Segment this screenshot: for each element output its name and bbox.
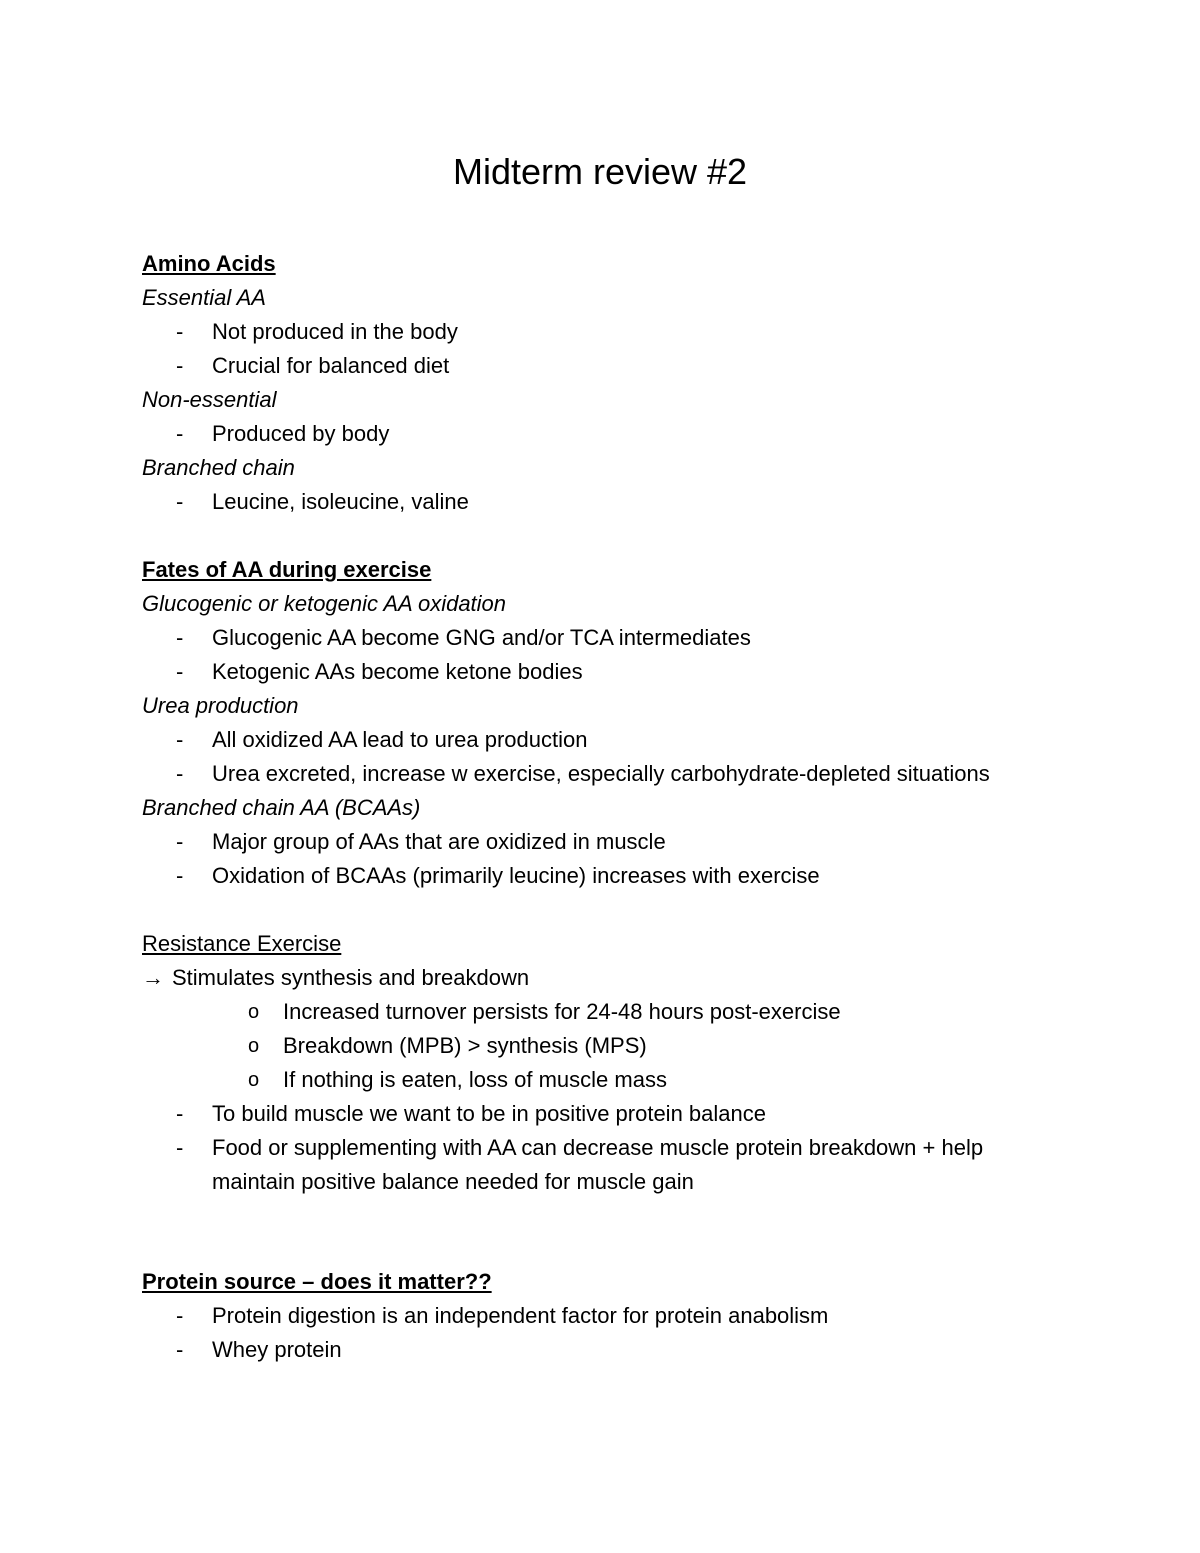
list-item: - To build muscle we want to be in positive protein balance bbox=[142, 1097, 1062, 1131]
right-arrow-icon: → bbox=[142, 965, 164, 990]
list-item: - Food or supplementing with AA can decrease muscle protein breakdown + help maintain positive balance needed for muscle gain bbox=[142, 1131, 1062, 1199]
subheading-urea: Urea production bbox=[142, 693, 299, 718]
document-body bbox=[142, 247, 1062, 1367]
dash-bullet-icon: - bbox=[176, 727, 184, 752]
section-heading-fates: Fates of AA during exercise bbox=[142, 557, 432, 582]
list-item: - Not produced in the body bbox=[142, 315, 1062, 349]
list-item: o Increased turnover persists for 24-48 hours post-exercise bbox=[142, 995, 1062, 1029]
dash-bullet-icon: - bbox=[176, 1101, 184, 1126]
dash-bullet-icon: - bbox=[176, 659, 184, 684]
section-heading-amino-acids: Amino Acids bbox=[142, 251, 276, 276]
subheading-bcaa: Branched chain AA (BCAAs) bbox=[142, 795, 421, 820]
subheading-branched-chain: Branched chain bbox=[142, 455, 295, 480]
list-item: - Leucine, isoleucine, valine bbox=[142, 485, 1062, 519]
dash-bullet-icon: - bbox=[176, 1303, 184, 1328]
dash-bullet-icon: - bbox=[176, 863, 184, 888]
page-title: Midterm review #2 bbox=[452, 151, 748, 192]
circle-bullet-icon: o bbox=[248, 1001, 260, 1023]
list-item: - Major group of AAs that are oxidized in muscle bbox=[142, 825, 1062, 859]
spacer bbox=[142, 519, 1062, 553]
dash-bullet-icon: - bbox=[176, 421, 184, 446]
list-item: o Breakdown (MPB) > synthesis (MPS) bbox=[142, 1029, 1062, 1063]
list-item: - Urea excreted, increase w exercise, especially carbohydrate-depleted situations bbox=[142, 757, 1062, 791]
arrow-item: → Stimulates synthesis and breakdown bbox=[142, 961, 1062, 995]
list-item: - Protein digestion is an independent factor for protein anabolism bbox=[142, 1299, 1062, 1333]
dash-bullet-icon: - bbox=[176, 625, 184, 650]
spacer bbox=[142, 1199, 1062, 1265]
list-item: - Glucogenic AA become GNG and/or TCA intermediates bbox=[142, 621, 1062, 655]
dash-bullet-icon: - bbox=[176, 1135, 184, 1160]
section-heading-resistance: Resistance Exercise bbox=[142, 931, 342, 956]
circle-bullet-icon: o bbox=[248, 1035, 260, 1057]
dash-bullet-icon: - bbox=[176, 489, 184, 514]
dash-bullet-icon: - bbox=[176, 761, 184, 786]
list-item: o If nothing is eaten, loss of muscle mass bbox=[142, 1063, 1062, 1097]
list-item: - Whey protein bbox=[142, 1333, 1062, 1367]
subheading-essential: Essential AA bbox=[142, 285, 266, 310]
list-item: - Produced by body bbox=[142, 417, 1062, 451]
dash-bullet-icon: - bbox=[176, 319, 184, 344]
subheading-nonessential: Non-essential bbox=[142, 387, 277, 412]
dash-bullet-icon: - bbox=[176, 829, 184, 854]
section-heading-protein-source: Protein source – does it matter?? bbox=[142, 1269, 492, 1294]
subheading-oxidation: Glucogenic or ketogenic AA oxidation bbox=[142, 591, 507, 616]
list-item: - Oxidation of BCAAs (primarily leucine) increases with exercise bbox=[142, 859, 1062, 893]
list-item: - All oxidized AA lead to urea production bbox=[142, 723, 1062, 757]
list-item: - Crucial for balanced diet bbox=[142, 349, 1062, 383]
dash-bullet-icon: - bbox=[176, 353, 184, 378]
spacer bbox=[142, 893, 1062, 927]
list-item: - Ketogenic AAs become ketone bodies bbox=[142, 655, 1062, 689]
circle-bullet-icon: o bbox=[248, 1069, 260, 1091]
dash-bullet-icon: - bbox=[176, 1337, 184, 1362]
